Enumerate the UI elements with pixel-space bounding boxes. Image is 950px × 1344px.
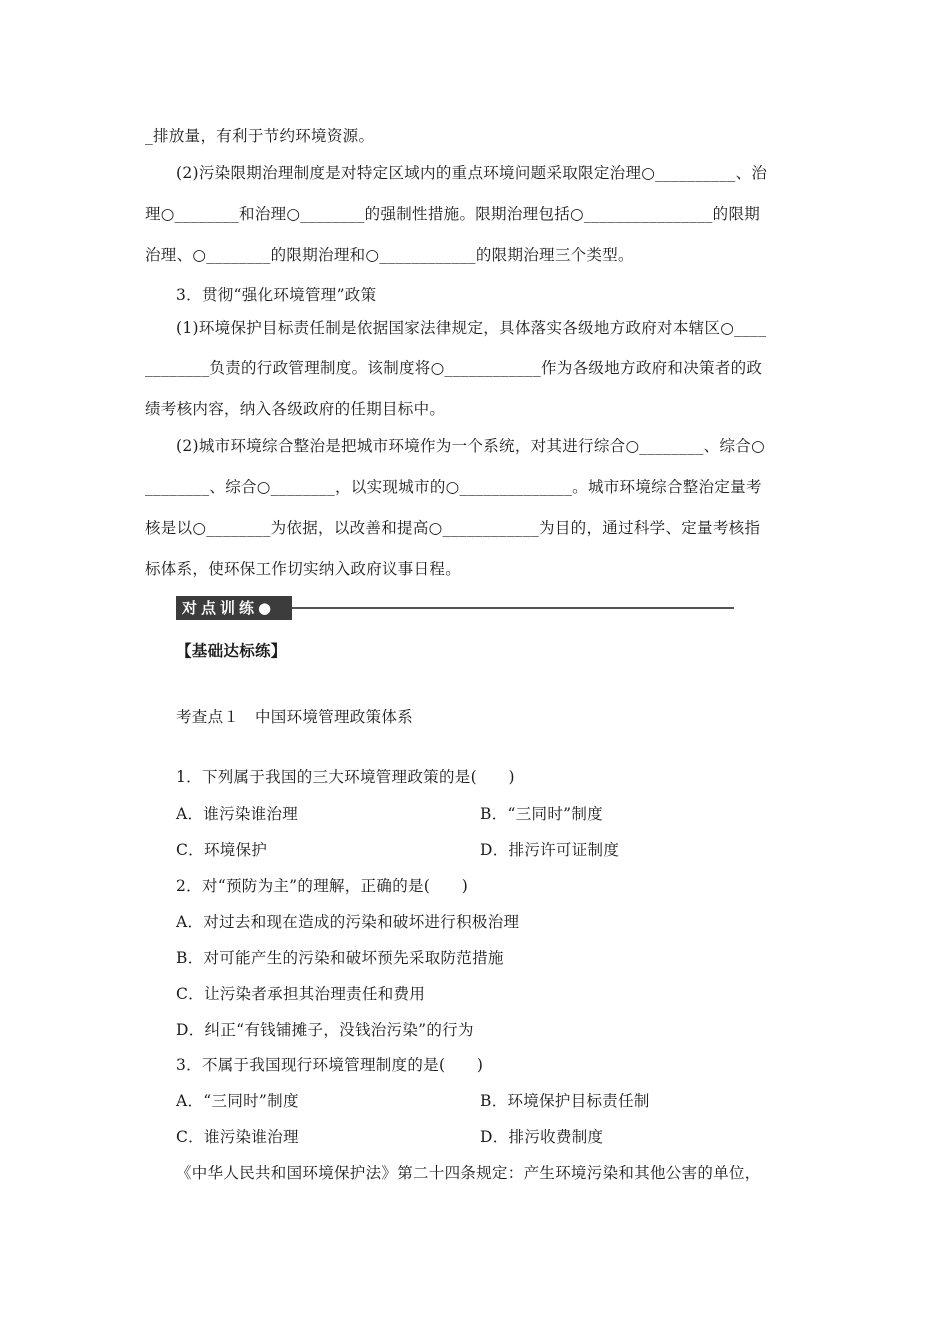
option-a: A．谁污染谁治理	[176, 805, 299, 823]
option-a: A．“三同时”制度	[176, 1092, 299, 1110]
option-b: B．“三同时”制度	[480, 805, 603, 823]
option-c: C．让污染者承担其治理责任和费用	[176, 985, 426, 1003]
paragraph-line: (1)环境保护目标责任制是依据国家法律规定，具体落实各级地方政府对本辖区○____	[176, 319, 767, 337]
question-stem: 1．下列属于我国的三大环境管理政策的是( )	[176, 768, 515, 786]
section-heading: 3．贯彻“强化环境管理”政策	[176, 286, 377, 304]
question-stem: 2．对“预防为主”的理解，正确的是( )	[176, 877, 469, 895]
paragraph-line: (2)污染限期治理制度是对特定区域内的重点环境问题采取限定治理○__________、治	[176, 164, 768, 182]
option-d: D．排污收费制度	[480, 1128, 604, 1146]
banner-rule	[292, 607, 734, 609]
option-b: B．对可能产生的污染和破坏预先采取防范措施	[176, 949, 504, 967]
practice-banner-label: 对点训练●	[176, 596, 292, 620]
section-tag: 【基础达标练】	[176, 641, 287, 660]
closing-paragraph: 《中华人民共和国环境保护法》第二十四条规定：产生环境污染和其他公害的单位，	[176, 1164, 761, 1182]
paragraph-line: 治理、○________的限期治理和○____________的限期治理三个类型。	[145, 246, 634, 264]
paragraph-line: 标体系，使环保工作切实纳入政府议事日程。	[145, 560, 462, 578]
paragraph-line: 绩考核内容，纳入各级政府的任期目标中。	[145, 400, 446, 418]
question-stem: 3．不属于我国现行环境管理制度的是( )	[176, 1056, 484, 1074]
paragraph-line: 核是以○________为依据，以改善和提高○____________为目的，通过科学、定量考核指	[145, 519, 761, 537]
paragraph-line: 理○________和治理○________的强制性措施。限期治理包括○________________的限期	[145, 205, 761, 223]
paragraph-line: ________负责的行政管理制度。该制度将○____________作为各级地方政府和决策者的政	[145, 359, 763, 377]
paragraph-line: (2)城市环境综合整治是把城市环境作为一个系统，对其进行综合○________、综合○	[176, 437, 765, 455]
option-b: B．环境保护目标责任制	[480, 1092, 650, 1110]
option-c: C．谁污染谁治理	[176, 1128, 299, 1146]
paragraph-line: _排放量，有利于节约环境资源。	[145, 127, 375, 145]
paragraph-line: ________、综合○________，以实现城市的○______________。城市环境综合整治定量考	[145, 478, 762, 496]
option-d: D．排污许可证制度	[480, 841, 620, 859]
option-a: A．对过去和现在造成的污染和破坏进行积极治理	[176, 913, 520, 931]
option-d: D．纠正“有钱铺摊子，没钱治污染”的行为	[176, 1021, 474, 1039]
option-c: C．环境保护	[176, 841, 268, 859]
checkpoint-title: 考查点１ 中国环境管理政策体系	[176, 708, 414, 726]
